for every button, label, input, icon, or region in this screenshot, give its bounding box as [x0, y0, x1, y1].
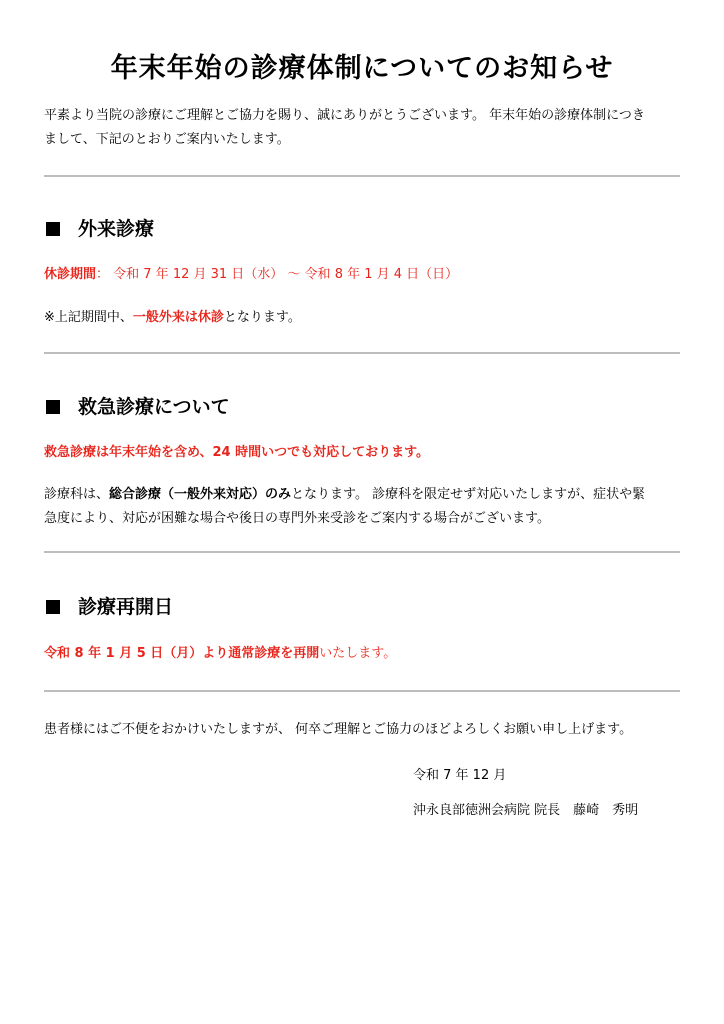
divider [44, 551, 680, 553]
section-heading-text: 救急診療について [78, 396, 230, 418]
closure-period-label: 休診期間 [44, 267, 97, 282]
intro-line-1: 平素より当院の診療にご理解とご協力を賜り、誠にありがとうございます。 年末年始の診療体制につき [44, 108, 645, 123]
emergency-notice: 救急診療は年末年始を含め、24 時間いつでも対応しております。 [44, 445, 430, 460]
intro-line-2: まして、下記のとおりご案内いたします。 [44, 132, 290, 147]
note-prefix: ※上記期間中、 [44, 310, 133, 325]
note-highlight: 一般外来は休診 [132, 310, 224, 325]
signature-date: 令和 7 年 12 月 [413, 768, 507, 783]
detail-suffix: となります。 診療科を限定せず対応いたしますが、症状や緊 [291, 487, 646, 502]
section-heading-resume [46, 592, 173, 619]
signature-author: 沖永良部徳洲会病院 院長 藤崎 秀明 [413, 803, 639, 818]
square-bullet-icon [46, 600, 60, 614]
closure-period [44, 263, 684, 287]
resume-notice-suffix: いたします。 [319, 646, 397, 661]
emergency-detail [44, 483, 684, 531]
section-heading-outpatient [46, 214, 154, 241]
intro-paragraph [44, 104, 684, 152]
detail-prefix: 診療科は、 [44, 487, 110, 502]
page-title: 年末年始の診療体制についてのお知らせ [110, 53, 614, 84]
square-bullet-icon [46, 222, 60, 236]
resume-notice-bold: 令和 8 年 1 月 5 日（月）より通常診療を再開 [44, 646, 320, 661]
section-heading-emergency [46, 392, 230, 419]
section-heading-text: 外来診療 [78, 218, 155, 240]
emergency-detail-line-1 [44, 483, 684, 507]
divider [44, 690, 680, 692]
closure-period-value: ： 令和 7 年 12 月 31 日（水） ～ 令和 8 年 1 月 4 日（日） [96, 267, 459, 282]
note-suffix: となります。 [223, 310, 301, 325]
detail-bold: 総合診療（一般外来対応）のみ [109, 487, 292, 502]
outpatient-note [44, 306, 684, 330]
divider [44, 175, 680, 177]
resume-notice [44, 642, 684, 666]
section-heading-text: 診療再開日 [78, 596, 174, 618]
closing-message: 患者様にはご不便をおかけいたしますが、 何卒ご理解とご協力のほどよろしくお願い申し上げます。 [44, 722, 633, 737]
square-bullet-icon [46, 400, 60, 414]
divider [44, 352, 680, 354]
emergency-detail-line-2: 急度により、対応が困難な場合や後日の専門外来受診をご案内する場合がございます。 [44, 511, 550, 526]
